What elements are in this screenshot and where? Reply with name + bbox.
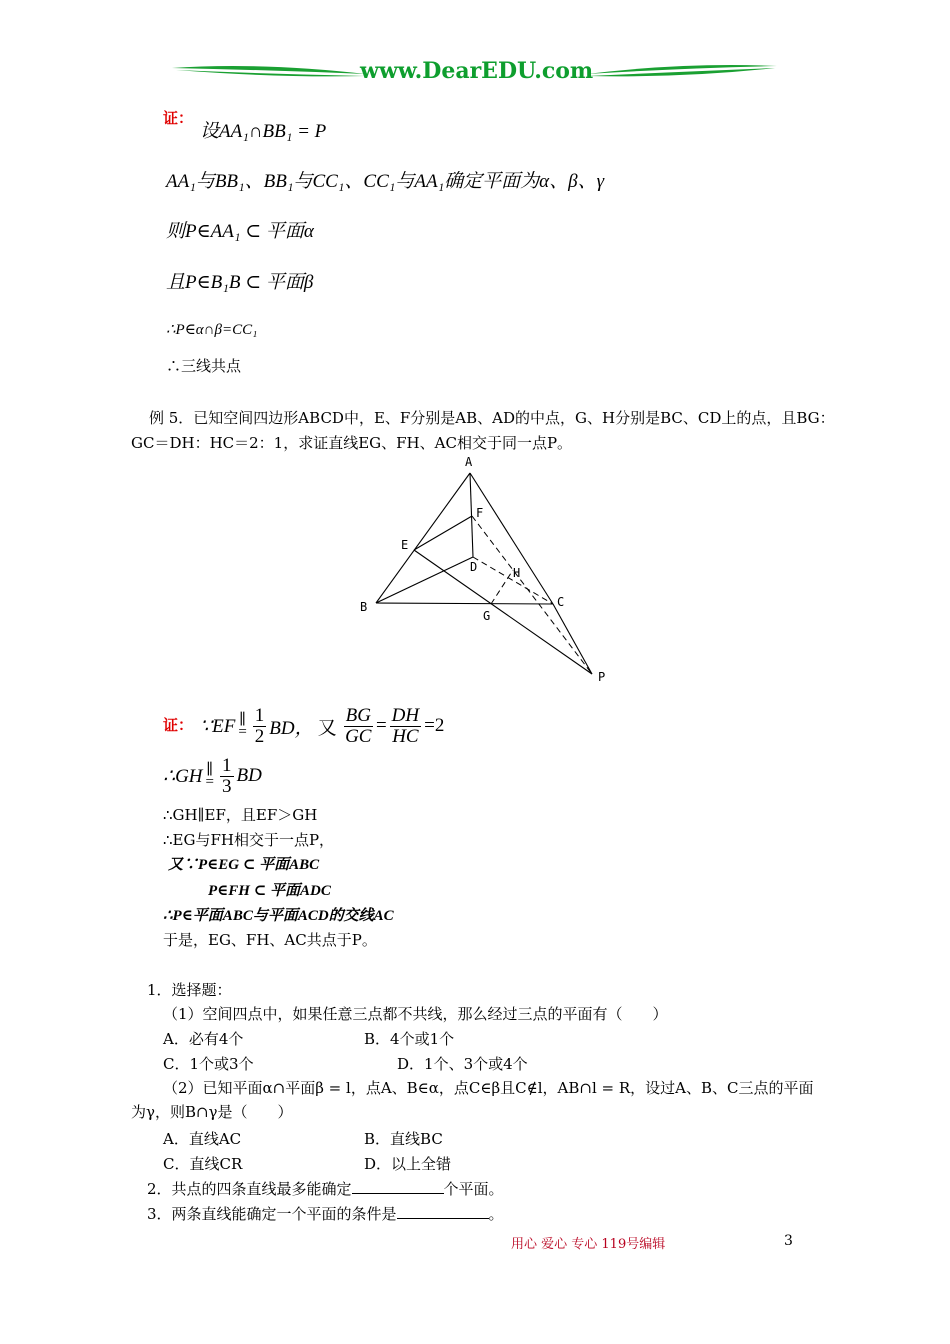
proof1-line4: 且P∈B₁B ⊂ 平面β <box>166 272 314 293</box>
edge-DC <box>473 557 553 604</box>
label-P: P <box>598 670 606 684</box>
label-A: A <box>465 455 473 469</box>
q1-2-stem-b: 为γ，则B∩γ是（ ） <box>131 1103 293 1121</box>
proof1-line2: AA₁与BB₁、BB₁与CC₁、CC₁与AA₁确定平面为α、β、γ <box>166 171 605 192</box>
q1-2-option-a: A．直线AC <box>163 1130 242 1148</box>
fraction-dh-hc <box>390 706 421 747</box>
q3-text-a: 3．两条直线能确定一个平面的条件是 <box>147 1205 397 1223</box>
example5-line2: GC＝DH：HC＝2：1，求证直线EG、FH、AC相交于同一点P。 <box>131 434 573 452</box>
label-C: C <box>557 595 565 609</box>
line-CP <box>553 604 592 674</box>
fraction-third <box>220 756 234 797</box>
label-D: D <box>470 560 478 574</box>
hc-denominator: HC <box>392 725 419 747</box>
half-numerator: 1 <box>254 704 265 726</box>
half-denominator: 2 <box>254 725 265 747</box>
label-B: B <box>360 600 368 614</box>
edge-AB <box>376 473 470 603</box>
line-EF <box>414 516 472 550</box>
header-swoosh-right <box>585 60 780 82</box>
equals-2: =2 <box>424 715 445 736</box>
bd2-text: BD <box>236 765 262 786</box>
proof2-line7: ∴P∈平面ABC与平面ACD的交线AC <box>163 908 394 924</box>
proof2-line8: 于是，EG、FH、AC共点于P。 <box>163 931 377 949</box>
q3-text-b: 。 <box>488 1205 504 1223</box>
q1-2-option-d: D．以上全错 <box>364 1155 452 1173</box>
header-banner <box>170 56 780 90</box>
proof1-line5: ∴P∈α∩β=CC₁ <box>166 322 258 338</box>
bg-numerator: BG <box>345 704 371 726</box>
parallel-equal-sign: ∥ = <box>238 712 247 740</box>
header-swoosh-left <box>170 60 370 82</box>
q1-1-stem: （1）空间四点中，如果任意三点都不共线，那么经过三点的平面有（ ） <box>163 1005 668 1023</box>
proof2-line6: P∈FH ⊂ 平面ADC <box>208 883 331 899</box>
proof1-line3: 则P∈AA₁ ⊂ 平面α <box>166 221 314 242</box>
q2-text-b: 个平面。 <box>443 1180 504 1198</box>
equals-1: = <box>375 715 387 736</box>
you-text: 又 <box>317 717 337 739</box>
proof1-label: 证： <box>163 109 194 127</box>
line-FP <box>472 516 592 674</box>
q1-2-option-c: C．直线CR <box>163 1155 243 1173</box>
edge-AC <box>470 473 553 604</box>
page-number: 3 <box>784 1233 793 1249</box>
proof2-line1 <box>200 702 444 750</box>
q1-1-option-b: B．4个或1个 <box>364 1030 455 1048</box>
edge-BD <box>376 557 473 603</box>
proof1-line1: 设AA₁∩BB₁ = P <box>200 121 327 142</box>
edge-AD <box>470 473 473 557</box>
footer-text: 用心 爱心 专心 119号编辑 <box>511 1237 666 1252</box>
third-numerator: 1 <box>222 754 232 776</box>
line-EP <box>414 550 592 674</box>
label-E: E <box>401 538 409 552</box>
q2-text-a: 2．共点的四条直线最多能确定 <box>147 1180 352 1198</box>
proof1-line6: ∴三线共点 <box>166 357 242 375</box>
q1-1-option-c: C．1个或3个 <box>163 1055 254 1073</box>
proof2-line4: ∴EG与FH相交于一点P， <box>163 831 335 849</box>
fraction-half <box>253 706 267 747</box>
q2-line <box>147 1178 504 1199</box>
tetrahedron-figure <box>355 450 620 690</box>
q1-1-option-a: A．必有4个 <box>163 1030 244 1048</box>
example5-line1: 例 5．已知空间四边形ABCD中，E、F分别是AB、AD的中点，G、H分别是BC、CD上的点，且BG： <box>149 409 835 427</box>
header-site-name[interactable]: www.DearEDU.com <box>360 58 594 84</box>
therefore-gh: ∴GH <box>163 765 203 787</box>
label-H: H <box>513 566 521 580</box>
line-GH <box>491 570 513 604</box>
q3-line <box>147 1203 504 1224</box>
label-G: G <box>483 609 491 623</box>
q3-blank[interactable] <box>397 1204 489 1219</box>
gc-denominator: GC <box>345 725 372 747</box>
third-denominator: 3 <box>222 775 232 797</box>
parallel-equal-sign-2: ∥ = <box>205 762 214 790</box>
q1-title: 1．选择题： <box>147 981 232 999</box>
q2-blank[interactable] <box>352 1179 444 1194</box>
proof2-label: 证： <box>163 716 194 734</box>
label-F: F <box>476 506 484 520</box>
dh-numerator: DH <box>391 704 420 726</box>
because-ef: ∵EF <box>200 715 236 737</box>
edge-BC <box>376 603 553 604</box>
q1-2-stem-a: （2）已知平面α∩平面β = l，点A、B∈α，点C∈β且C∉l，AB∩l = R，设过A、B、C三点的平面 <box>163 1079 814 1097</box>
proof2-line2 <box>163 752 262 800</box>
bd-text: BD， <box>269 717 314 739</box>
q1-1-option-d: D．1个、3个或4个 <box>397 1055 528 1073</box>
proof2-line3: ∴GH∥EF，且EF＞GH <box>163 806 318 824</box>
fraction-bg-gc <box>344 706 373 747</box>
proof2-line5: 又∵P∈EG ⊂ 平面ABC <box>168 857 320 873</box>
q1-2-option-b: B．直线BC <box>364 1130 443 1148</box>
